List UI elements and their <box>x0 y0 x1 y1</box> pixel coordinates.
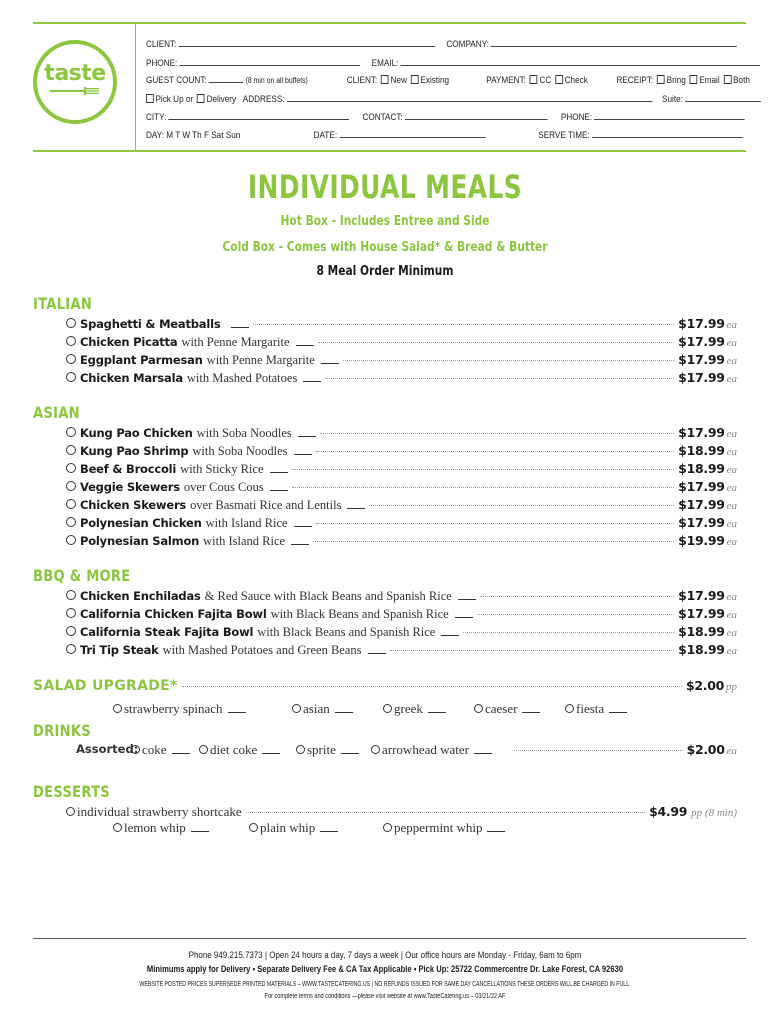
item-radio[interactable] <box>66 626 76 636</box>
both-checkbox[interactable] <box>724 75 732 84</box>
item-price: $18.99 <box>678 443 725 458</box>
item-radio[interactable] <box>66 517 76 527</box>
option-label: strawberry spinach <box>124 701 223 716</box>
section-salad: SALAD UPGRADE* <box>33 678 178 694</box>
dot-leader <box>463 631 674 633</box>
option-radio[interactable] <box>383 823 392 832</box>
header-divider <box>135 22 136 150</box>
item-unit: ea <box>726 518 737 530</box>
quantity-blank[interactable] <box>474 753 492 754</box>
item-description: with Penne Margarite <box>206 353 315 367</box>
item-description: with Soba Noodles <box>192 444 288 458</box>
serve-time-field[interactable] <box>592 128 743 138</box>
menu-item-row[interactable] <box>66 370 737 386</box>
company-field[interactable] <box>491 37 737 47</box>
quantity-blank[interactable] <box>441 634 459 636</box>
item-unit: ea <box>726 627 737 639</box>
dot-leader <box>320 432 674 434</box>
section-asian: ASIAN <box>33 403 80 422</box>
menu-item-row[interactable] <box>66 425 737 441</box>
item-description: with Mashed Potatoes and Green Beans <box>162 643 362 657</box>
salad-upgrade-row <box>33 678 737 694</box>
quantity-blank[interactable] <box>270 489 288 491</box>
day-label: DAY: M T W Th F Sat Sun <box>146 130 241 141</box>
item-name: Kung Pao Chicken <box>80 426 193 440</box>
form-row-guest <box>146 73 750 86</box>
receipt-label: RECEIPT: <box>616 75 654 86</box>
quantity-blank[interactable] <box>231 326 249 328</box>
dessert-item: individual strawberry shortcake <box>77 804 242 819</box>
client-type-label: CLIENT: <box>346 75 378 86</box>
menu-item-row[interactable] <box>66 606 737 622</box>
email-checkbox[interactable] <box>690 75 698 84</box>
option-label: diet coke <box>210 742 258 757</box>
option-choice[interactable] <box>474 701 540 717</box>
quantity-blank[interactable] <box>270 471 288 473</box>
serve-time-label: SERVE TIME: <box>538 130 590 141</box>
guest-note: (8 min on all buffets) <box>245 76 308 85</box>
item-name: California Steak Fajita Bowl <box>80 625 254 639</box>
existing-checkbox[interactable] <box>411 75 419 84</box>
pickup-label: Pick Up or <box>155 94 194 105</box>
form-row-address <box>146 92 761 105</box>
quantity-blank[interactable] <box>262 753 280 754</box>
cc-checkbox[interactable] <box>530 75 538 84</box>
item-unit: ea <box>726 428 737 440</box>
date-field[interactable] <box>339 128 485 138</box>
taste-logo <box>33 40 117 124</box>
salad-price: $2.00 <box>685 678 724 693</box>
quantity-blank[interactable] <box>335 712 353 713</box>
option-choice[interactable] <box>565 701 627 717</box>
option-choice[interactable] <box>249 820 338 836</box>
payment-label: PAYMENT: <box>486 75 526 86</box>
phone2-field[interactable] <box>594 110 745 120</box>
item-price: $17.99 <box>678 588 725 603</box>
menu-item-row[interactable] <box>66 461 737 477</box>
option-label: caeser <box>485 701 518 716</box>
option-label: arrowhead water <box>382 742 469 757</box>
item-name: Chicken Enchiladas <box>80 589 201 603</box>
item-price: $17.99 <box>678 370 725 385</box>
item-name: Chicken Picatta <box>80 335 178 349</box>
menu-item-row[interactable] <box>66 515 737 531</box>
menu-item-row[interactable] <box>66 443 737 459</box>
option-radio[interactable] <box>131 745 140 754</box>
dot-leader <box>390 649 675 651</box>
option-label: sprite <box>307 742 336 757</box>
dot-leader <box>514 749 683 751</box>
item-description: with Mashed Potatoes <box>186 371 298 385</box>
fork-icon <box>50 87 100 95</box>
dot-leader <box>316 450 675 452</box>
item-description: over Basmati Rice and Lentils <box>190 498 342 512</box>
header-bottom-rule <box>33 150 746 152</box>
section-bbq: BBQ & MORE <box>33 566 131 585</box>
item-description: with Soba Noodles <box>196 426 292 440</box>
quantity-blank[interactable] <box>228 712 246 713</box>
quantity-blank[interactable] <box>428 712 446 713</box>
item-unit: ea <box>726 355 737 367</box>
section-drinks: DRINKS <box>33 721 91 740</box>
footer-terms: For complete terms and conditions —please visit website at www.TasteCatering.us – 03/21/22 AF <box>264 993 506 1000</box>
logo-word: taste <box>44 61 106 86</box>
check-checkbox[interactable] <box>555 75 563 84</box>
phone-field[interactable] <box>180 56 361 66</box>
dot-leader <box>480 595 674 597</box>
quantity-blank[interactable] <box>291 543 309 545</box>
item-unit: ea <box>726 337 737 349</box>
dot-leader <box>292 468 675 470</box>
dot-leader <box>325 377 674 379</box>
option-choice[interactable] <box>113 701 246 717</box>
dot-leader <box>182 685 682 687</box>
option-radio[interactable] <box>292 704 301 713</box>
drinks-price-row <box>510 742 737 758</box>
minimum-note: 8 Meal Order Minimum <box>316 264 454 279</box>
item-price: $17.99 <box>678 497 725 512</box>
menu-item-row[interactable] <box>66 497 737 513</box>
delivery-label: Delivery <box>206 94 237 105</box>
item-description: with Island Rice <box>205 516 288 530</box>
option-choice[interactable] <box>199 742 280 758</box>
item-radio[interactable] <box>66 499 76 509</box>
email-opt-label: Email <box>699 75 720 86</box>
pickup-checkbox[interactable] <box>146 94 154 103</box>
item-name: Chicken Skewers <box>80 498 187 512</box>
footer-disclaimer: WEBSITE POSTED PRICES SUPERSEDE PRINTED MATERIALS – WWW.TASTECATERING.US | NO REFUNDS ISSUED FOR SAME DAY CANCELLATIONS THESE ORDERS WILL BE CHARGED IN FULL. <box>139 981 631 988</box>
salad-unit: pp <box>726 681 737 693</box>
item-name: Beef & Broccoli <box>80 462 177 476</box>
quantity-blank[interactable] <box>347 507 365 509</box>
footer-rule <box>33 938 746 939</box>
item-description: with Island Rice <box>203 534 286 548</box>
item-price: $17.99 <box>678 606 725 621</box>
item-price: $19.99 <box>678 533 725 548</box>
menu-item-row[interactable] <box>66 479 737 495</box>
item-description: with Penne Margarite <box>181 335 290 349</box>
quantity-blank[interactable] <box>487 831 505 832</box>
quantity-blank[interactable] <box>294 525 312 527</box>
item-radio[interactable] <box>66 427 76 437</box>
dot-leader <box>316 522 675 524</box>
top-rule <box>33 22 746 24</box>
item-name: Chicken Marsala <box>80 371 183 385</box>
client-label: CLIENT: <box>146 39 177 50</box>
item-price: $18.99 <box>678 624 725 639</box>
drinks-price: $2.00 <box>686 742 725 757</box>
cc-label: CC <box>539 75 552 86</box>
menu-item-row[interactable] <box>66 533 737 549</box>
quantity-blank[interactable] <box>172 753 190 754</box>
item-radio[interactable] <box>66 354 76 364</box>
item-unit: ea <box>726 446 737 458</box>
section-desserts: DESSERTS <box>33 782 111 801</box>
quantity-blank[interactable] <box>294 453 312 455</box>
item-name: Polynesian Chicken <box>80 516 202 530</box>
form-row-client <box>146 37 737 50</box>
item-unit: ea <box>726 591 737 603</box>
item-price: $17.99 <box>678 425 725 440</box>
quantity-blank[interactable] <box>522 712 540 713</box>
item-name: Polynesian Salmon <box>80 534 200 548</box>
option-radio[interactable] <box>249 823 258 832</box>
dot-leader <box>313 540 674 542</box>
city-label: CITY: <box>146 112 167 123</box>
quantity-blank[interactable] <box>341 753 359 754</box>
guest-count-label: GUEST COUNT: <box>146 75 207 86</box>
client-field[interactable] <box>179 37 435 47</box>
option-label: asian <box>303 701 330 716</box>
hot-box-subtitle: Hot Box - Includes Entree and Side <box>280 214 490 229</box>
item-unit: ea <box>726 482 737 494</box>
option-radio[interactable] <box>371 745 380 754</box>
delivery-checkbox[interactable] <box>197 94 205 103</box>
option-label: plain whip <box>260 820 316 835</box>
item-description: with Sticky Rice <box>180 462 264 476</box>
option-choice[interactable] <box>296 742 359 758</box>
item-unit: ea <box>726 536 737 548</box>
form-row-day <box>146 128 743 141</box>
item-unit: ea <box>726 500 737 512</box>
option-radio[interactable] <box>113 823 122 832</box>
item-price: $18.99 <box>678 642 725 657</box>
bring-checkbox[interactable] <box>657 75 665 84</box>
option-label: coke <box>142 742 167 757</box>
option-choice[interactable] <box>383 820 505 836</box>
cold-box-subtitle: Cold Box - Comes with House Salad* & Bread & Butter <box>222 240 548 255</box>
dot-leader <box>292 486 674 488</box>
existing-label: Existing <box>420 75 450 86</box>
quantity-blank[interactable] <box>455 616 473 618</box>
option-choice[interactable] <box>113 820 209 836</box>
bring-label: Bring <box>666 75 686 86</box>
date-label: DATE: <box>313 130 338 141</box>
address-label: ADDRESS: <box>242 94 285 105</box>
option-choice[interactable] <box>383 701 446 717</box>
item-unit: ea <box>726 319 737 331</box>
dessert-price: $4.99 <box>649 804 688 819</box>
item-price: $18.99 <box>678 461 725 476</box>
menu-item-row[interactable] <box>66 316 737 332</box>
option-label: greek <box>394 701 423 716</box>
quantity-blank[interactable] <box>298 435 316 437</box>
dot-leader <box>343 359 674 361</box>
check-label: Check <box>564 75 588 86</box>
option-radio[interactable] <box>113 704 122 713</box>
dessert-row[interactable] <box>66 804 737 820</box>
item-price: $17.99 <box>678 479 725 494</box>
dot-leader <box>477 613 674 615</box>
dot-leader <box>253 323 675 325</box>
quantity-blank[interactable] <box>191 831 209 832</box>
item-description: with Black Beans and Spanish Rice <box>257 625 436 639</box>
dessert-radio[interactable] <box>66 807 75 816</box>
drinks-unit: ea <box>726 745 737 757</box>
page-title: INDIVIDUAL MEALS <box>247 168 523 206</box>
item-price: $17.99 <box>678 352 725 367</box>
form-row-phone <box>146 56 760 69</box>
menu-item-row[interactable] <box>66 334 737 350</box>
phone-label: PHONE: <box>146 58 178 69</box>
item-radio[interactable] <box>66 608 76 618</box>
quantity-blank[interactable] <box>296 344 314 346</box>
item-radio[interactable] <box>66 336 76 346</box>
suite-field[interactable] <box>685 92 761 102</box>
item-radio[interactable] <box>66 644 76 654</box>
drinks-assorted-label: Assorted: <box>76 742 139 756</box>
item-unit: ea <box>726 464 737 476</box>
new-label: New <box>390 75 408 86</box>
option-radio[interactable] <box>474 704 483 713</box>
menu-item-row[interactable] <box>66 642 737 658</box>
menu-item-row[interactable] <box>66 588 737 604</box>
quantity-blank[interactable] <box>609 712 627 713</box>
quantity-blank[interactable] <box>368 652 386 654</box>
dot-leader <box>318 341 675 343</box>
option-radio[interactable] <box>199 745 208 754</box>
option-choice[interactable] <box>131 742 190 758</box>
option-radio[interactable] <box>565 704 574 713</box>
item-unit: ea <box>726 645 737 657</box>
option-label: fiesta <box>576 701 605 716</box>
both-label: Both <box>733 75 750 86</box>
item-name: Kung Pao Shrimp <box>80 444 189 458</box>
item-radio[interactable] <box>66 535 76 545</box>
item-unit: ea <box>726 609 737 621</box>
suite-label: Suite: <box>662 94 683 105</box>
email-field[interactable] <box>401 56 760 66</box>
item-name: California Chicken Fajita Bowl <box>80 607 267 621</box>
item-radio[interactable] <box>66 590 76 600</box>
item-radio[interactable] <box>66 372 76 382</box>
item-name: Veggie Skewers <box>80 480 180 494</box>
quantity-blank[interactable] <box>320 831 338 832</box>
company-label: COMPANY: <box>446 39 489 50</box>
contact-field[interactable] <box>405 110 548 120</box>
item-price: $17.99 <box>678 316 725 331</box>
option-radio[interactable] <box>296 745 305 754</box>
item-unit: ea <box>726 373 737 385</box>
menu-item-row[interactable] <box>66 352 737 368</box>
item-description: & Red Sauce with Black Beans and Spanish Rice <box>204 589 452 603</box>
dessert-unit: pp (8 min) <box>691 807 737 819</box>
option-label: lemon whip <box>124 820 186 835</box>
footer-contact: Phone 949.215.7373 | Open 24 hours a day, 7 days a week | Our office hours are Monday - Friday, 6am to 6pm <box>188 950 582 961</box>
option-radio[interactable] <box>383 704 392 713</box>
item-description: over Cous Cous <box>183 480 264 494</box>
item-radio[interactable] <box>66 318 76 328</box>
option-label: peppermint whip <box>394 820 483 835</box>
dot-leader <box>369 504 674 506</box>
new-checkbox[interactable] <box>381 75 389 84</box>
item-price: $17.99 <box>678 515 725 530</box>
option-choice[interactable] <box>292 701 353 717</box>
form-row-city <box>146 110 745 123</box>
item-radio[interactable] <box>66 445 76 455</box>
dot-leader <box>246 811 646 813</box>
quantity-blank[interactable] <box>458 598 476 600</box>
guest-count-field[interactable] <box>209 73 243 83</box>
footer-delivery: Minimums apply for Delivery • Separate Delivery Fee & CA Tax Applicable • Pick Up: 25722 Commercentre Dr. Lake Forest, CA 92630 <box>146 964 624 975</box>
item-radio[interactable] <box>66 463 76 473</box>
item-name: Tri Tip Steak <box>80 643 159 657</box>
city-field[interactable] <box>169 110 350 120</box>
phone2-label: PHONE: <box>560 112 593 123</box>
email-label: EMAIL: <box>371 58 399 69</box>
item-radio[interactable] <box>66 481 76 491</box>
section-italian: ITALIAN <box>33 294 93 313</box>
option-choice[interactable] <box>371 742 492 758</box>
menu-item-row[interactable] <box>66 624 737 640</box>
item-name: Spaghetti & Meatballs <box>80 317 221 331</box>
item-description: with Black Beans and Spanish Rice <box>270 607 449 621</box>
item-name: Eggplant Parmesan <box>80 353 203 367</box>
address-field[interactable] <box>287 92 653 102</box>
item-price: $17.99 <box>678 334 725 349</box>
quantity-blank[interactable] <box>321 362 339 364</box>
quantity-blank[interactable] <box>303 380 321 382</box>
contact-label: CONTACT: <box>362 112 403 123</box>
